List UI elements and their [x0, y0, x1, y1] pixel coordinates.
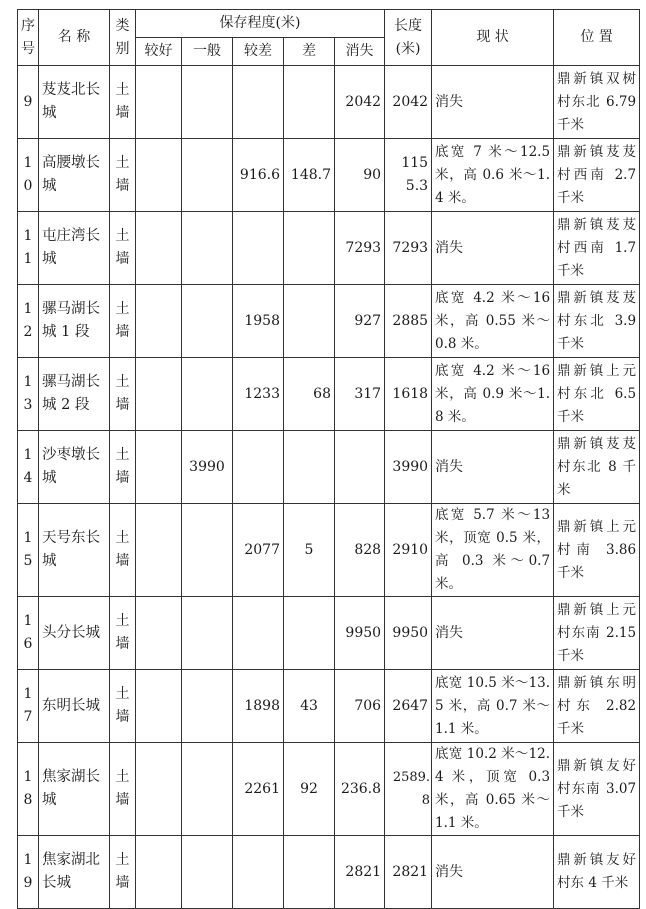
row-gone: 9950: [335, 597, 385, 670]
header-poor: 较差: [233, 38, 284, 66]
row-fair: [182, 66, 233, 139]
row-fair: [182, 743, 233, 836]
row-bad: [284, 597, 335, 670]
row-no: 13: [18, 358, 39, 431]
row-location: 鼎新镇芨芨村西南 2.7 千米: [554, 139, 640, 212]
row-status: 底宽 10.2 米～12.4 米，顶宽 0.3 米，高 0.65 米～1.1 米。: [432, 743, 554, 836]
row-length: 9950: [385, 597, 432, 670]
row-length: 2821: [385, 836, 432, 909]
table-header: [18, 10, 640, 66]
header-preservation: 保存程度(米): [136, 10, 385, 38]
row-no: 18: [18, 743, 39, 836]
row-no: 19: [18, 836, 39, 909]
header-bad: 差: [284, 38, 335, 66]
row-status: 消失: [432, 597, 554, 670]
row-no: 14: [18, 431, 39, 504]
row-poor: [233, 212, 284, 285]
row-poor: [233, 597, 284, 670]
row-type: 土墙: [110, 285, 136, 358]
row-bad: 92: [284, 743, 335, 836]
row-poor: 1233: [233, 358, 284, 431]
row-good: [136, 597, 182, 670]
row-fair: [182, 670, 233, 743]
row-name: 东明长城: [39, 670, 110, 743]
row-name: 焦家湖北长城: [39, 836, 110, 909]
row-location: 鼎新镇友好村东南 3.07 千米: [554, 743, 640, 836]
row-poor: 2261: [233, 743, 284, 836]
row-length: 2910: [385, 504, 432, 597]
row-fair: [182, 212, 233, 285]
row-poor: 1898: [233, 670, 284, 743]
row-length: 3990: [385, 431, 432, 504]
row-status: 消失: [432, 212, 554, 285]
row-length: 7293: [385, 212, 432, 285]
row-name: 焦家湖长城: [39, 743, 110, 836]
row-location: 鼎新镇芨芨村东北 8 千米: [554, 431, 640, 504]
row-type: 土墙: [110, 139, 136, 212]
row-length: 2885: [385, 285, 432, 358]
row-fair: [182, 836, 233, 909]
row-type: 土墙: [110, 504, 136, 597]
row-type: 土墙: [110, 743, 136, 836]
row-bad: [284, 836, 335, 909]
header-name: 名 称: [39, 10, 110, 66]
row-fair: [182, 504, 233, 597]
row-status: 底宽 5.7 米～13 米，顶宽 0.5 米，高 0.3 米～0.7 米。: [432, 504, 554, 597]
header-type: 类别: [110, 10, 136, 66]
row-no: 15: [18, 504, 39, 597]
header-status: 现 状: [432, 10, 554, 66]
row-good: [136, 836, 182, 909]
row-gone: 706: [335, 670, 385, 743]
table-row: [18, 597, 640, 670]
row-status: 消失: [432, 836, 554, 909]
table-row: [18, 358, 640, 431]
row-gone: 828: [335, 504, 385, 597]
row-poor: 916.6: [233, 139, 284, 212]
row-type: 土墙: [110, 212, 136, 285]
row-location: 鼎新镇东明村东 2.82 千米: [554, 670, 640, 743]
row-no: 17: [18, 670, 39, 743]
row-no: 9: [18, 66, 39, 139]
row-good: [136, 66, 182, 139]
row-type: 土墙: [110, 836, 136, 909]
table-row: [18, 139, 640, 212]
row-name: 屯庄湾长城: [39, 212, 110, 285]
row-good: [136, 285, 182, 358]
row-length: 2647: [385, 670, 432, 743]
table-body: [18, 66, 640, 909]
row-type: 土墙: [110, 597, 136, 670]
row-name: 芨芨北长城: [39, 66, 110, 139]
row-location: 鼎新镇友好村东 4 千米: [554, 836, 640, 909]
row-no: 10: [18, 139, 39, 212]
row-good: [136, 670, 182, 743]
row-good: [136, 139, 182, 212]
row-type: 土墙: [110, 66, 136, 139]
row-poor: 1958: [233, 285, 284, 358]
row-location: 鼎新镇上元村南 3.86 千米: [554, 504, 640, 597]
table-row: [18, 212, 640, 285]
row-no: 12: [18, 285, 39, 358]
row-name: 头分长城: [39, 597, 110, 670]
row-name: 骡马湖长城 2 段: [39, 358, 110, 431]
table-row: [18, 743, 640, 836]
row-type: 土墙: [110, 670, 136, 743]
row-gone: 7293: [335, 212, 385, 285]
row-bad: 5: [284, 504, 335, 597]
row-bad: 148.7: [284, 139, 335, 212]
row-status: 底宽 4.2 米～16 米，高 0.9 米～1.8 米。: [432, 358, 554, 431]
row-good: [136, 358, 182, 431]
row-location: 鼎新镇上元村东北 6.5 千米: [554, 358, 640, 431]
row-fair: [182, 139, 233, 212]
row-gone: [335, 431, 385, 504]
header-good: 较好: [136, 38, 182, 66]
row-gone: 90: [335, 139, 385, 212]
row-fair: [182, 358, 233, 431]
row-name: 高腰墩长城: [39, 139, 110, 212]
row-fair: [182, 285, 233, 358]
row-good: [136, 431, 182, 504]
row-gone: 927: [335, 285, 385, 358]
row-location: 鼎新镇双树村东北 6.79 千米: [554, 66, 640, 139]
row-bad: 43: [284, 670, 335, 743]
row-length: 1155.3: [385, 139, 432, 212]
header-fair: 一般: [182, 38, 233, 66]
row-length: 1618: [385, 358, 432, 431]
row-type: 土墙: [110, 358, 136, 431]
row-poor: [233, 431, 284, 504]
row-status: 底宽 10.5 米～13.5 米，高 0.7 米～1.1 米。: [432, 670, 554, 743]
great-wall-section-table: [17, 9, 640, 909]
row-type: 土墙: [110, 431, 136, 504]
row-bad: 68: [284, 358, 335, 431]
row-location: 鼎新镇芨芨村东北 3.9 千米: [554, 285, 640, 358]
row-poor: 2077: [233, 504, 284, 597]
row-gone: 236.8: [335, 743, 385, 836]
table-row: [18, 836, 640, 909]
row-status: 底宽 7 米～12.5 米，高 0.6 米～1.4 米。: [432, 139, 554, 212]
header-gone: 消失: [335, 38, 385, 66]
row-gone: 317: [335, 358, 385, 431]
row-good: [136, 504, 182, 597]
row-bad: [284, 431, 335, 504]
row-fair: 3990: [182, 431, 233, 504]
row-name: 天号东长城: [39, 504, 110, 597]
table-row: [18, 670, 640, 743]
row-gone: 2821: [335, 836, 385, 909]
header-no: 序号: [18, 10, 39, 66]
table-row: [18, 431, 640, 504]
row-status: 消失: [432, 431, 554, 504]
table-row: [18, 504, 640, 597]
row-fair: [182, 597, 233, 670]
row-location: 鼎新镇上元村东南 2.15 千米: [554, 597, 640, 670]
row-good: [136, 212, 182, 285]
row-poor: [233, 836, 284, 909]
header-length: 长度(米): [385, 10, 432, 66]
table-row: [18, 66, 640, 139]
row-bad: [284, 212, 335, 285]
row-length: 2042: [385, 66, 432, 139]
row-location: 鼎新镇芨芨村西南 1.7 千米: [554, 212, 640, 285]
row-status: 消失: [432, 66, 554, 139]
row-no: 11: [18, 212, 39, 285]
row-name: 沙枣墩长城: [39, 431, 110, 504]
row-name: 骡马湖长城 1 段: [39, 285, 110, 358]
row-status: 底宽 4.2 米～16 米，高 0.55 米～0.8 米。: [432, 285, 554, 358]
row-bad: [284, 66, 335, 139]
row-good: [136, 743, 182, 836]
table-row: [18, 285, 640, 358]
header-location: 位 置: [554, 10, 640, 66]
row-bad: [284, 285, 335, 358]
row-no: 16: [18, 597, 39, 670]
row-length: 2589.8: [385, 743, 432, 836]
row-gone: 2042: [335, 66, 385, 139]
row-poor: [233, 66, 284, 139]
